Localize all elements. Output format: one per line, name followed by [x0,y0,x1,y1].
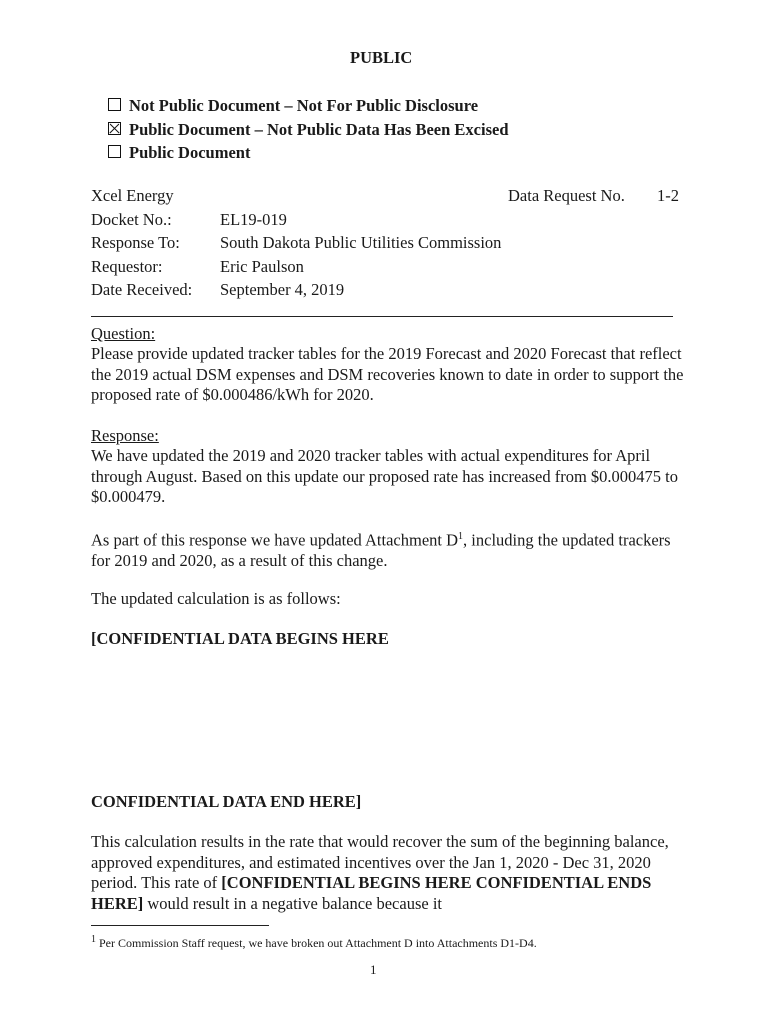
checkbox-checked-icon [108,122,121,135]
question-text: Please provide updated tracker tables for the 2019 Forecast and 2020 Forecast that reflect the 2019 actual DSM expenses and DSM recoveries known to date in order to support the proposed rate of $0.000486/kWh for 2020. [91,344,684,404]
checkbox-label: Public Document [129,143,251,162]
checkbox-public[interactable] [108,143,250,163]
checkbox-label: Public Document – Not Public Data Has Been Excised [129,120,509,139]
confidential-begin-marker: [CONFIDENTIAL DATA BEGINS HERE [91,629,389,648]
confidential-end-marker: CONFIDENTIAL DATA END HERE] [91,792,362,811]
footnote-marker: 1 [91,934,96,945]
checkbox-empty-icon [108,98,121,111]
paragraph-text: would result in a negative balance because it [143,893,442,913]
document-classification-header: PUBLIC [350,48,413,67]
footnote-separator [91,925,269,926]
footnote-text: Per Commission Staff request, we have broken out Attachment D into Attachments D1-D4. [96,936,537,950]
requestor-value: Eric Paulson [220,257,304,276]
response-paragraph-1: We have updated the 2019 and 2020 tracker tables with actual expenditures for April through August. Based on this update our proposed rate has increased from $0.000475 to $0.000479. [91,446,679,506]
data-request-number: 1-2 [657,186,679,205]
paragraph-text: , including the updated trackers for 2019 and 2020, as a result of this change. [91,530,671,570]
response-paragraph-4 [91,832,691,914]
checkbox-not-public[interactable] [108,96,478,116]
data-request-label: Data Request No. [508,186,625,205]
requestor-label: Requestor: [91,257,163,276]
footnote [91,934,537,951]
docket-number: EL19-019 [220,210,287,229]
date-received-label: Date Received: [91,280,193,299]
question-heading: Question: [91,324,156,343]
paragraph-text: This calculation results in the rate that would recover the sum of the beginning balance, approved expenditures, and estimated incentives over the Jan 1, 2020 - Dec 31, 2020 period. This rate of [91,832,669,892]
company-name: Xcel Energy [91,186,174,205]
page-number: 1 [370,962,377,977]
date-received-value: September 4, 2019 [220,280,345,299]
response-paragraph-2 [91,527,691,572]
response-paragraph-3: The updated calculation is as follows: [91,589,341,608]
paragraph-text: As part of this response we have updated Attachment D [91,530,459,550]
checkbox-label: Not Public Document – Not For Public Disclosure [129,96,479,115]
footnote-reference[interactable]: 1 [458,531,464,542]
response-to-value: South Dakota Public Utilities Commission [220,233,502,252]
response-to-label: Response To: [91,233,180,252]
response-heading: Response: [91,426,159,445]
docket-label: Docket No.: [91,210,172,229]
checkbox-empty-icon [108,145,121,158]
confidential-inline-marker: [CONFIDENTIAL BEGINS HERE CONFIDENTIAL ENDS HERE] [91,873,652,913]
separator-line [91,316,673,317]
checkbox-public-excised[interactable] [108,120,509,140]
